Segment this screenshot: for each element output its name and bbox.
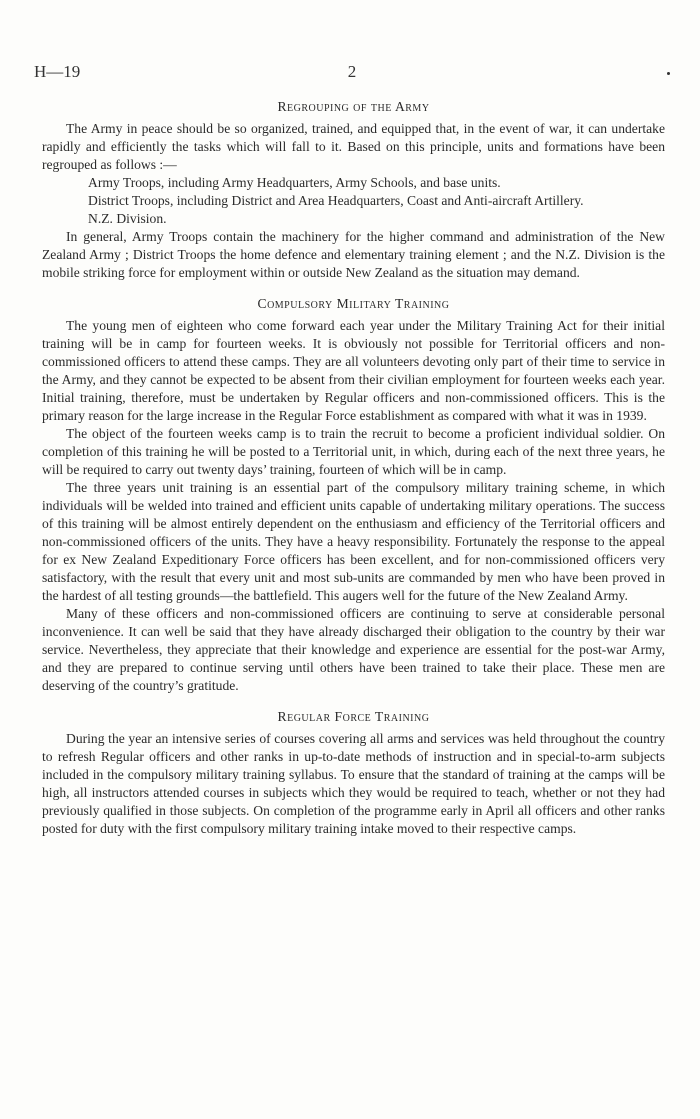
list-item: District Troops, including District and Area Headquarters, Coast and Anti-aircraft Artillery. xyxy=(88,193,584,208)
section-heading-regular-force-training: Regular Force Training xyxy=(277,709,430,724)
document-body xyxy=(42,98,665,838)
paragraph: The object of the fourteen weeks camp is to train the recruit to become a proficient individual soldier. On completion of this training he will be posted to a Territorial unit, in which, during each of the next three years, he will be required to carry out twenty days’ training, fourteen of which will be in camp. xyxy=(42,426,665,477)
printer-mark-dot xyxy=(667,72,670,75)
document-reference: H—19 xyxy=(34,62,81,81)
paragraph: Many of these officers and non-commissioned officers are continuing to serve at considerable personal inconvenience. It can well be said that they have already discharged their obligation to the country by their war service. Nevertheless, they appreciate that their knowledge and experience are essential for the post-war Army, and they are prepared to continue serving until others have been trained to take their place. These men are deserving of the country’s gratitude. xyxy=(42,606,665,693)
page-number: 2 xyxy=(347,62,357,81)
paragraph: The young men of eighteen who come forward each year under the Military Training Act for their initial training will be in camp for fourteen weeks. It is obviously not possible for Territorial officers and non-commissioned officers to attend these camps. They are all volunteers devoting only part of their time to service in the Army, and they cannot be expected to be absent from their civilian employment for fourteen weeks each year. Initial training, therefore, must be undertaken by Regular officers and non-commissioned officers. This is the primary reason for the large increase in the Regular Force establishment as compared with what it was in 1939. xyxy=(42,318,665,423)
paragraph: The Army in peace should be so organized, trained, and equipped that, in the event of war, it can undertake rapidly and efficiently the tasks which will fall to it. Based on this principle, units and formations have been regrouped as follows :— xyxy=(42,121,665,172)
section-heading-regrouping: Regrouping of the Army xyxy=(277,99,430,114)
section-heading-compulsory-training: Compulsory Military Training xyxy=(257,296,450,311)
paragraph: In general, Army Troops contain the machinery for the higher command and administration of the New Zealand Army ; District Troops the home defence and elementary training element ; and the N.Z. Division is the mobile striking force for employment within or outside New Zealand as the situation may demand. xyxy=(42,229,665,280)
paragraph: During the year an intensive series of courses covering all arms and services was held throughout the country to refresh Regular officers and other ranks in up-to-date methods of instruction and in special-to-arm subjects included in the compulsory military training syllabus. To ensure that the standard of training at the camps will be high, all instructors attended courses in subjects which they would be required to teach, whether or not they had previously qualified in those subjects. On completion of the programme early in April all officers and other ranks posted for duty with the first compulsory military training intake moved to their respective camps. xyxy=(42,731,665,836)
paragraph: The three years unit training is an essential part of the compulsory military training scheme, in which individuals will be welded into trained and efficient units capable of undertaking military operations. The success of this training will be almost entirely dependent on the enthusiasm and efficiency of the Territorial officers and non-commissioned officers of the units. They have a heavy responsibility. Fortunately the response to the appeal for ex New Zealand Expeditionary Force officers has been excellent, and for non-commissioned officers very satisfactory, with the result that every unit and most sub-units are commanded by men who have been proved in the hardest of all testing grounds—the battlefield. This augers well for the future of the New Zealand Army. xyxy=(42,480,665,603)
list-item: Army Troops, including Army Headquarters, Army Schools, and base units. xyxy=(88,175,501,190)
running-header xyxy=(34,62,670,84)
list-item: N.Z. Division. xyxy=(88,211,167,226)
regrouping-list xyxy=(42,174,665,228)
